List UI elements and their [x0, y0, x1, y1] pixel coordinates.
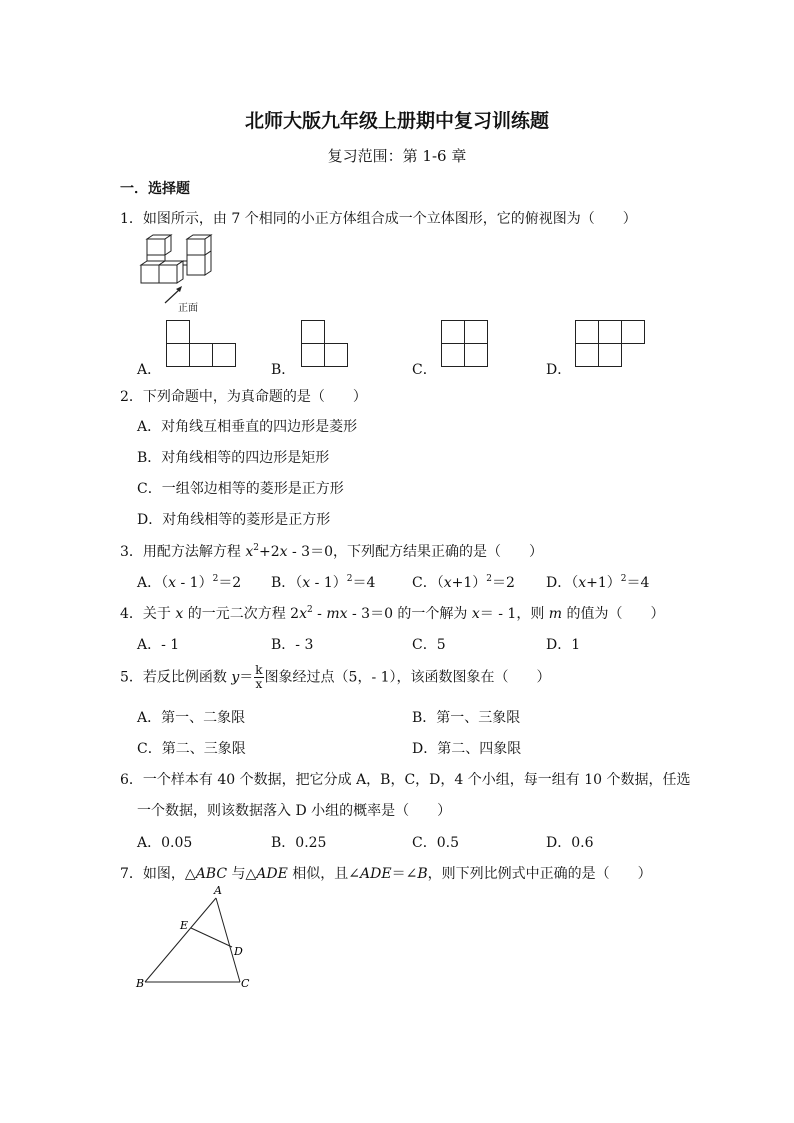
side-ab	[145, 898, 216, 982]
q7-triangle-figure	[132, 882, 257, 994]
q4-stem: 4．关于 x 的一元二次方程 $2x^2$ - mx - 3＝0 的一个解为 x＝ - 1，则 m 的值为（ ）	[120, 605, 665, 622]
q1-option-a-shape	[164, 319, 240, 371]
q1-option-d-shape	[573, 319, 649, 371]
q5-option-a[interactable]: A．第一、二象限	[137, 710, 246, 726]
q3-option-b[interactable]: B．（x - 1）$^2$＝4	[271, 574, 376, 591]
q4-option-a[interactable]: A．- 1	[137, 637, 180, 653]
q6-stem-line2: 一个数据，则该数据落入 D 小组的概率是（ ）	[137, 803, 452, 819]
q3-option-c[interactable]: C．$(x+1)^2=2$	[412, 574, 515, 591]
q1-option-d[interactable]: D．	[546, 362, 572, 378]
page-title: 北师大版九年级上册期中复习训练题	[244, 110, 549, 132]
q6-option-d[interactable]: D．0.6	[546, 835, 594, 851]
q3-stem: 3．用配方法解方程 $x^2+2x - 3=0$，下列配方结果正确的是（ ）	[120, 543, 543, 560]
q5-stem: 5．若反比例函数 y＝ $\frac{k}{x}$ 图象经过点（5，- 1），该函数图象在（ ）	[120, 663, 551, 691]
label-a: A	[214, 884, 222, 897]
q4-option-c[interactable]: C．5	[412, 637, 446, 653]
label-b: B	[136, 977, 145, 990]
q1-option-c-shape	[439, 319, 493, 371]
q2-option-d[interactable]: D．对角线相等的菱形是正方形	[137, 512, 331, 528]
q1-front-label: 正面	[178, 303, 198, 314]
q6-option-b[interactable]: B．0.25	[271, 835, 327, 851]
q3-option-d[interactable]: D．$(x+1)^2=4$	[546, 574, 650, 591]
side-ac	[216, 898, 240, 982]
q2-option-a[interactable]: A．对角线互相垂直的四边形是菱形	[137, 419, 358, 435]
q6-stem-line1: 6．一个样本有 40 个数据，把它分成 A，B，C，D，4 个小组，每一组有 10 个数据，任选	[120, 772, 691, 788]
q6-option-a[interactable]: A．0.05	[137, 835, 193, 851]
label-d: D	[234, 945, 243, 958]
q1-option-b[interactable]: B．	[271, 362, 296, 378]
q4-option-b[interactable]: B．- 3	[271, 637, 314, 653]
label-e: E	[180, 919, 189, 932]
q5-option-b[interactable]: B．第一、三象限	[412, 710, 521, 726]
q2-option-b[interactable]: B．对角线相等的四边形是矩形	[137, 450, 330, 466]
q7-stem: 7．如图，△ABC 与△ADE 相似，且∠ADE＝∠B，则下列比例式中正确的是（ ）	[120, 866, 652, 882]
q1-option-a[interactable]: A．	[137, 362, 162, 378]
q4-option-d[interactable]: D．1	[546, 637, 581, 653]
section-heading: 一．选择题	[120, 181, 190, 197]
label-c: C	[241, 977, 250, 990]
q1-option-c[interactable]: C．	[412, 362, 437, 378]
page-subtitle: 复习范围：第 1-6 章	[327, 147, 467, 165]
q2-option-c[interactable]: C．一组邻边相等的菱形是正方形	[137, 481, 344, 497]
q3-option-a[interactable]: A．（x - 1）$^2$＝2	[137, 574, 242, 591]
q5-fraction: $\frac{k}{x}$	[255, 663, 263, 691]
q2-stem: 2．下列命题中，为真命题的是（ ）	[120, 389, 367, 405]
q1-option-b-shape	[299, 319, 353, 371]
q1-cube-figure	[135, 233, 215, 313]
q5-option-c[interactable]: C．第二、三象限	[137, 741, 246, 757]
q1-stem: 1．如图所示，由 7 个相同的小正方体组合成一个立体图形，它的俯视图为（ ）	[120, 211, 637, 227]
q5-option-d[interactable]: D．第二、四象限	[412, 741, 522, 757]
q6-option-c[interactable]: C．0.5	[412, 835, 459, 851]
